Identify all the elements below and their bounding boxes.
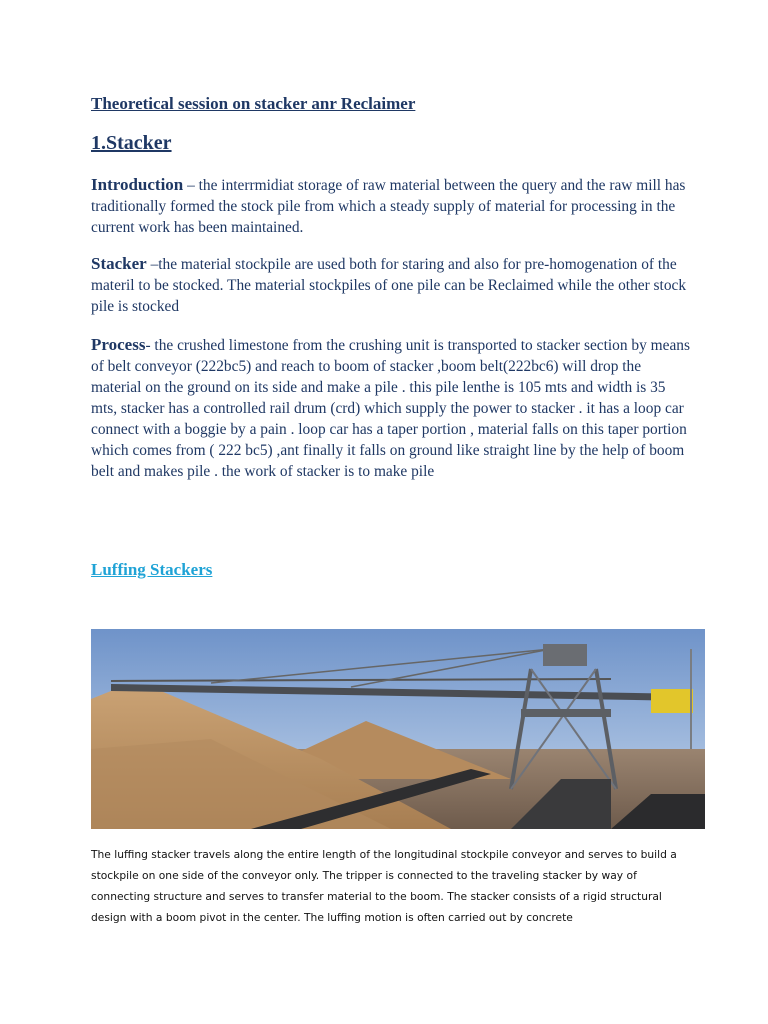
paragraph-text: – the interrmidiat storage of raw material between the query and the raw mill has traditionally formed the stock pile from which a steady supply of material for processing in the current work has been maintained.	[91, 177, 686, 236]
paragraph-process	[91, 334, 691, 482]
paragraph-text: –the material stockpile are used both for staring and also for pre-homogenation of the materil to be stocked. The material stockpiles of one pile can be Reclaimed while the other stock pile is stocked	[91, 256, 687, 315]
paragraph-stacker	[91, 253, 691, 317]
image-caption: The luffing stacker travels along the entire length of the longitudinal stockpile conveyor and serves to build a stockpile on one side of the conveyor only. The tripper is connected to the traveling stacker by way of connecting structure and serves to transfer material to the boom. The stacker consists of a rigid structural design with a boom pivot in the center. The luffing motion is often carried out by concrete	[91, 848, 677, 924]
paragraph-term: Process	[91, 335, 146, 354]
paragraph-introduction	[91, 174, 691, 238]
document-title: Theoretical session on stacker anr Reclaimer	[91, 94, 416, 113]
section-heading: 1.Stacker	[91, 132, 172, 154]
paragraph-text: - the crushed limestone from the crushing unit is transported to stacker section by means of belt conveyor (222bc5) and reach to boom of stacker ,boom belt(222bc6) will drop the material on the ground on its side and make a pile . this pile lenthe is 105 mts and width is 35 mts, stacker has a controlled rail drum (crd) which supply the power to stacker . it has a loop car connect with a boggie by a pain . loop car has a taper portion , material falls on this taper portion which comes from ( 222 bc5) ,ant finally it falls on ground like straight line by the help of boom belt and makes pile . the work of stacker is to make pile	[91, 337, 690, 480]
paragraph-term: Stacker	[91, 254, 147, 273]
luffing-stackers-link[interactable]: Luffing Stackers	[91, 560, 213, 579]
paragraph-term: Introduction	[91, 175, 184, 194]
luffing-stacker-photo	[91, 629, 705, 829]
